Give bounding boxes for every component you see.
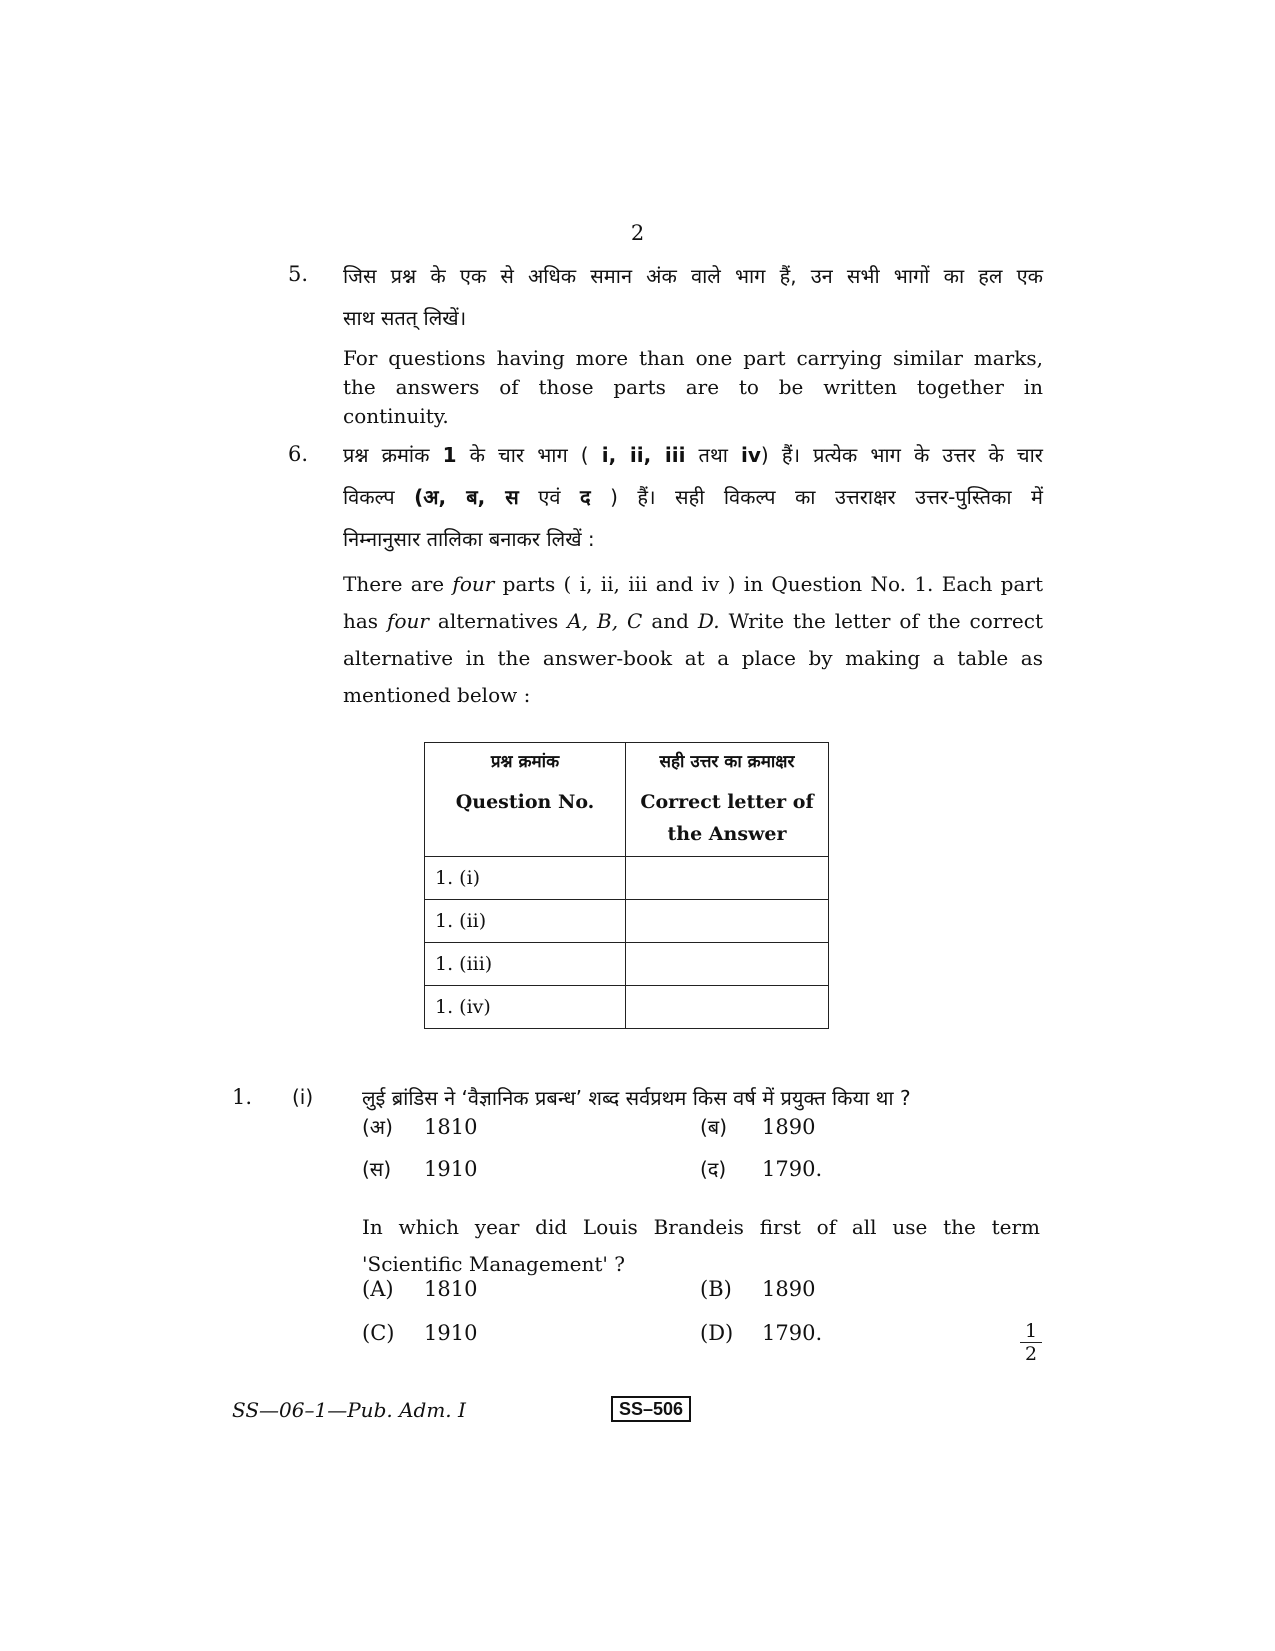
english-option-a: (A) 1810 xyxy=(362,1277,478,1301)
instruction-5-hindi-line2: साथ सतत् लिखें। xyxy=(343,306,467,330)
marks-denominator: 2 xyxy=(1024,1343,1038,1365)
instruction-6-english-line1: There are four parts ( i, ii, iii and iv ) in Question No. 1. Each part xyxy=(343,572,1043,596)
instruction-5-hindi xyxy=(343,255,1043,339)
table-cell-question: 1. (iii) xyxy=(425,943,626,986)
english-option-d: (D) 1790. xyxy=(700,1321,823,1345)
table-header-row xyxy=(425,743,829,857)
table-cell-answer xyxy=(626,900,829,943)
instruction-6-number: 6. xyxy=(288,442,309,466)
table-row xyxy=(425,900,829,943)
table-row xyxy=(425,857,829,900)
table-cell-answer xyxy=(626,986,829,1029)
english-option-c: (C) 1910 xyxy=(362,1321,478,1345)
hindi-option-a: (अ) 1810 xyxy=(362,1115,478,1139)
instruction-6-hindi-line2: विकल्प (अ, ब, स एवं द ) हैं। सही विकल्प का उत्तराक्षर उत्तर-पुस्तिका में xyxy=(343,485,1043,509)
english-option-b: (B) 1890 xyxy=(700,1277,816,1301)
question-number: 1. xyxy=(232,1085,253,1109)
hindi-option-c: (स) 1910 xyxy=(362,1157,478,1181)
instruction-6-hindi-line1: प्रश्न क्रमांक 1 के चार भाग ( i, ii, iii तथा iv) हैं। प्रत्येक भाग के उत्तर के चार xyxy=(343,443,1043,467)
question-english-text xyxy=(362,1209,1040,1283)
table-cell-question: 1. (ii) xyxy=(425,900,626,943)
instruction-6-hindi xyxy=(343,434,1043,560)
question-english-line1: In which year did Louis Brandeis first of all use the term xyxy=(362,1215,1040,1239)
hindi-option-b: (ब) 1890 xyxy=(700,1115,816,1139)
question-hindi-text: लुई ब्रांडिस ने ‘वैज्ञानिक प्रबन्ध’ शब्द सर्वप्रथम किस वर्ष में प्रयुक्त किया था ? xyxy=(362,1086,911,1110)
instruction-5-english xyxy=(343,344,1043,431)
question-marks xyxy=(1020,1320,1042,1365)
instruction-5-english-line1: For questions having more than one part carrying similar marks, xyxy=(343,346,1043,370)
instruction-6-hindi-line3: निम्नानुसार तालिका बनाकर लिखें : xyxy=(343,527,595,551)
page-number: 2 xyxy=(630,221,645,245)
marks-numerator: 1 xyxy=(1020,1320,1042,1343)
table-cell-question: 1. (iv) xyxy=(425,986,626,1029)
table-header-question-no: प्रश्न क्रमांक Question No. xyxy=(425,743,626,857)
question-english-line2: 'Scientific Management' ? xyxy=(362,1252,625,1276)
hindi-option-d: (द) 1790. xyxy=(700,1157,823,1181)
instruction-6-english-line4: mentioned below : xyxy=(343,683,531,707)
instruction-6-english-line2: has four alternatives A, B, C and D. Write the letter of the correct xyxy=(343,609,1043,633)
table-row xyxy=(425,943,829,986)
table-cell-answer xyxy=(626,857,829,900)
table-cell-question: 1. (i) xyxy=(425,857,626,900)
instruction-5-english-line2: the answers of those parts are to be written together in xyxy=(343,375,1043,399)
instruction-5-number: 5. xyxy=(288,262,309,286)
table-header-correct-letter: सही उत्तर का क्रमाक्षर Correct letter of the Answer xyxy=(626,743,829,857)
instruction-5-hindi-line1: जिस प्रश्न के एक से अधिक समान अंक वाले भाग हैं, उन सभी भागों का हल एक xyxy=(343,264,1043,288)
question-sub-number: (i) xyxy=(292,1085,314,1109)
instruction-6-english xyxy=(343,566,1043,714)
table-cell-answer xyxy=(626,943,829,986)
paper-code: SS—06–1—Pub. Adm. I xyxy=(232,1398,466,1422)
answer-format-table xyxy=(424,742,829,1029)
table-row xyxy=(425,986,829,1029)
paper-code-badge: SS–506 xyxy=(611,1396,691,1422)
instruction-5-english-line3: continuity. xyxy=(343,404,449,428)
instruction-6-english-line3: alternative in the answer-book at a place by making a table as xyxy=(343,646,1043,670)
